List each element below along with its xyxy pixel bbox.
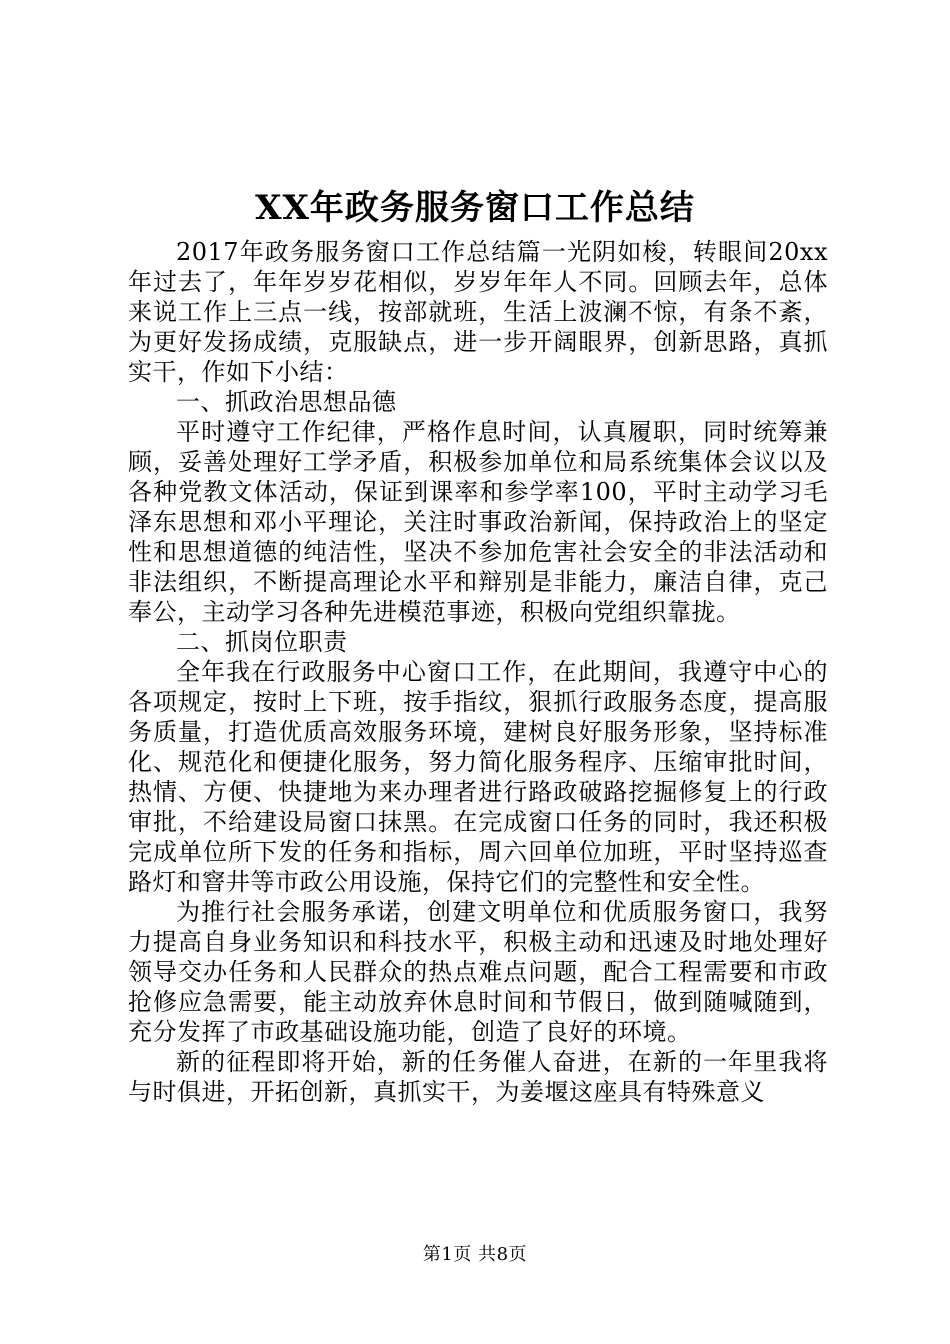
- political-paragraph: 平时遵守工作纪律，严格作息时间，认真履职，同时统筹兼顾，妥善处理好工学矛盾，积极参加单位和局系统集体会议以及各种党教文体活动，保证到课率和参学率100，平时主动学习毛泽东思想和邓小平理论，关注时事政治新闻，保持政治上的坚定性和思想道德的纯洁性，坚决不参加危害社会安全的非法活动和非法组织，不断提高理论水平和辩别是非能力，廉洁自律，克己奉公，主动学习各种先进模范事迹，积极向党组织靠拢。: [128, 418, 828, 626]
- section-heading-duties: 二、抓岗位职责: [176, 628, 348, 656]
- document-body: [128, 237, 828, 1107]
- duties-paragraph: 全年我在行政服务中心窗口工作，在此期间，我遵守中心的各项规定，按时上下班，按手指纹，狠抓行政服务态度，提高服务质量，打造优质高效服务环境，建树良好服务形象，坚持标准化、规范化和便捷化服务，努力简化服务程序、压缩审批时间，热情、方便、快捷地为来办理者进行路政破路挖掘修复上的行政审批，不给建设局窗口抹黑。在完成窗口任务的同时，我还积极完成单位所下发的任务和指标，周六回单位加班，平时坚持巡查路灯和窨井等市政公用设施，保持它们的完整性和安全性。: [128, 658, 828, 896]
- service-paragraph: 为推行社会服务承诺，创建文明单位和优质服务窗口，我努力提高自身业务知识和科技水平，积极主动和迅速及时地处理好领导交办任务和人民群众的热点难点问题，配合工程需要和市政抢修应急需要，能主动放弃休息时间和节假日，做到随喊随到，充分发挥了市政基础设施功能，创造了良好的环境。: [128, 898, 828, 1046]
- outlook-paragraph: 新的征程即将开始，新的任务催人奋进，在新的一年里我将与时俱进，开拓创新，真抓实干，为姜堰这座具有特殊意义: [128, 1048, 828, 1106]
- page-number: 第1页 共8页: [422, 1244, 528, 1265]
- section-heading-political: 一、抓政治思想品德: [176, 388, 397, 416]
- document-title: XX年政务服务窗口工作总结: [255, 188, 695, 228]
- intro-paragraph: 2017年政务服务窗口工作总结篇一光阴如梭，转眼间20xx年过去了，年年岁岁花相似，岁岁年年人不同。回顾去年，总体来说工作上三点一线，按部就班，生活上波澜不惊，有条不紊，为更好发扬成绩，克服缺点，进一步开阔眼界，创新思路，真抓实干，作如下小结：: [128, 238, 828, 386]
